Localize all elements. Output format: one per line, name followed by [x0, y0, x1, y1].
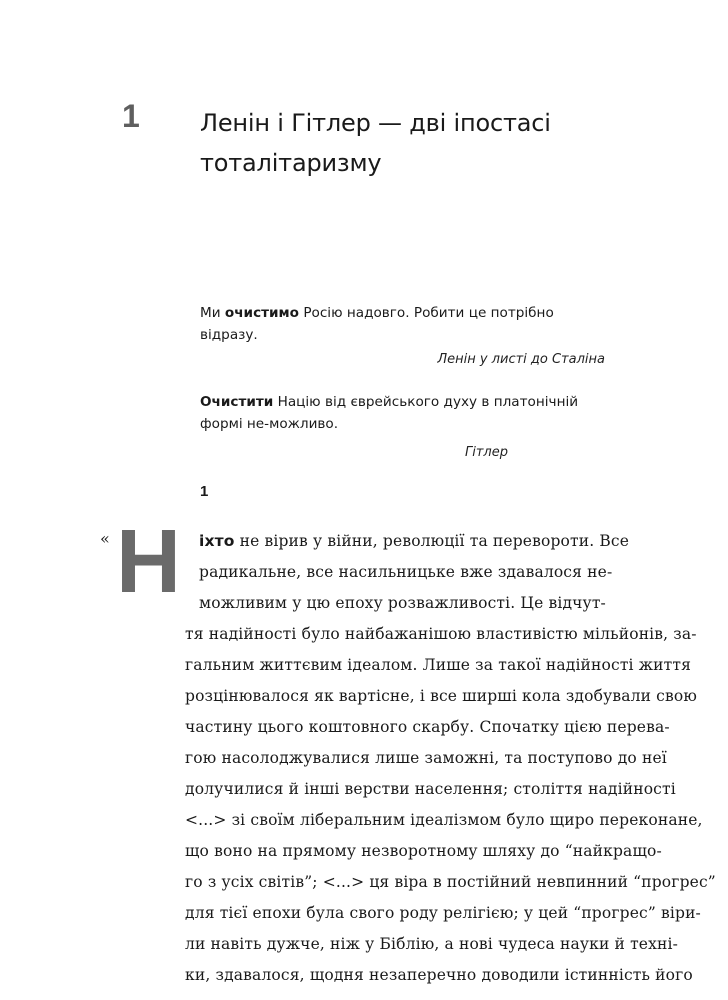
body-line: долучилися й інші верстви населення; століття надійності — [185, 780, 676, 798]
body-line: що воно на прямому незворотному шляху до “найкращо- — [185, 842, 662, 860]
body-line: тя надійності було найбажанішою властивістю мільйонів, за- — [185, 625, 697, 643]
epigraph-attribution: Ленін у листі до Сталіна — [437, 352, 605, 367]
epigraph-text-after: Росію надовго. Робити це потрібно відразу. — [200, 305, 554, 343]
lead-word: іхто — [199, 532, 235, 550]
body-line: розцінювалося як вартісне, і все ширші кола здобували свою — [185, 687, 698, 705]
epigraph-hitler — [200, 391, 605, 464]
epigraph-text-after: Націю від єврейського духу в платонічній формі не-можливо. — [200, 394, 579, 432]
epigraph-bold-word: Очистити — [200, 394, 274, 410]
body-line: гальним життєвим ідеалом. Лише за такої надійності життя — [185, 656, 691, 674]
opening-quote-mark: « — [100, 529, 110, 548]
body-line: ки, здавалося, щодня незаперечно доводили істинність його — [185, 966, 693, 984]
chapter-title: Ленін і Гітлер — дві іпостасі тоталітаризму — [200, 109, 551, 177]
body-line: гою насолоджувалися лише заможні, та поступово до неї — [185, 749, 667, 767]
body-line: частину цього коштовного скарбу. Спочатку цією перева- — [185, 718, 670, 736]
epigraph-quote — [200, 391, 605, 435]
body-line-text: не вірив у війни, революції та перевороти. Все — [234, 532, 630, 550]
epigraphs — [200, 302, 605, 464]
body-line: можливим у цю епоху розважливості. Це відчут- — [199, 594, 606, 612]
epigraph-bold-word: очистимо — [224, 305, 299, 321]
epigraph-lenin — [200, 302, 605, 371]
section-number: 1 — [200, 483, 209, 500]
epigraph-quote — [200, 302, 605, 346]
body-line: го з усіх світів”; <...> ця віра в постійний невпинний “прогрес” — [185, 873, 716, 891]
body-line: для тієї епохи була свого роду релігією; у цей “прогрес” віри- — [185, 904, 701, 922]
epigraph-text-before: Ми — [200, 305, 225, 321]
body-line: ли навіть дужче, ніж у Біблію, а нові чудеса науки й техні- — [185, 935, 678, 953]
body-line: <...> зі своїм ліберальним ідеалізмом було щиро переконане, — [185, 811, 703, 829]
epigraph-attribution: Гітлер — [465, 445, 508, 460]
body-text — [185, 526, 716, 991]
chapter-number: 1 — [122, 98, 140, 134]
body-line: радикальне, все насильницьке вже здавалося не- — [199, 563, 613, 581]
drop-cap: Н — [116, 512, 181, 612]
body-line — [185, 526, 630, 557]
